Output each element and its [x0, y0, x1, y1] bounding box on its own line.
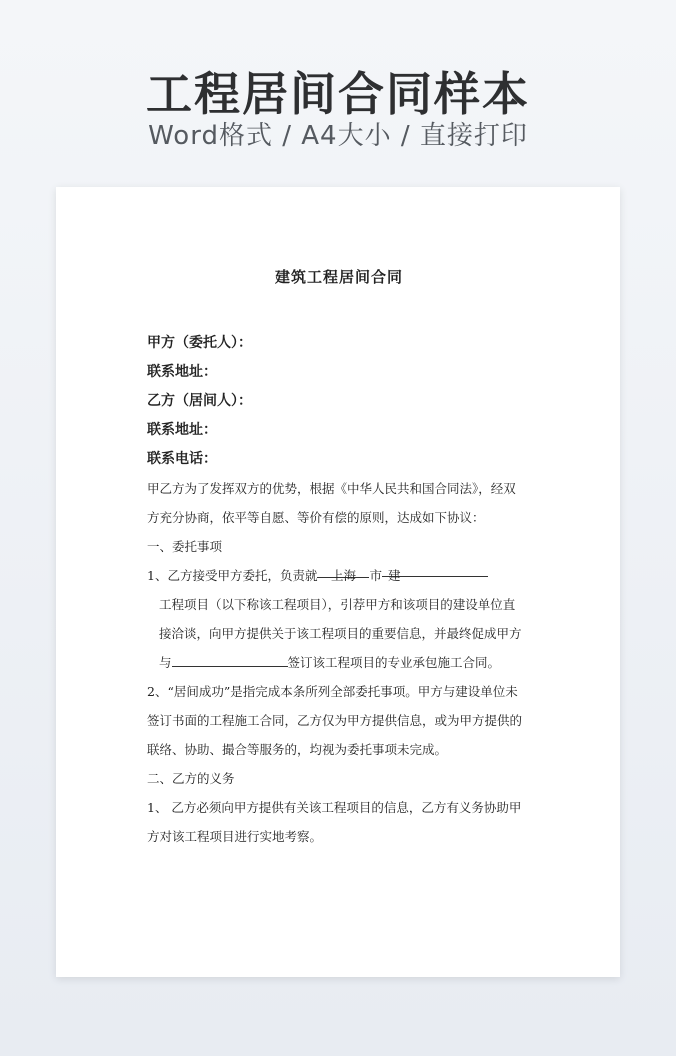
banner-subtitle: Word格式 / A4大小 / 直接打印: [148, 121, 528, 151]
document-page: [56, 187, 620, 977]
clause-2-line-1: 2、“居间成功”是指完成本条所列全部委托事项。甲方与建设单位未: [147, 684, 518, 699]
project-blank: 建: [382, 561, 488, 577]
clause-1-mid: 市: [369, 568, 382, 583]
document-title: 建筑工程居间合同: [274, 268, 403, 286]
clause-2-line-2: 签订书面的工程施工合同，乙方仅为甲方提供信息，或为甲方提供的: [147, 713, 523, 728]
preamble-line-2: 方充分协商，依平等自愿、等价有偿的原则，达成如下协议：: [147, 510, 485, 525]
document-body: [147, 261, 531, 851]
clause-1-line-4: [147, 648, 531, 677]
clause-1-line-4-prefix: 与: [159, 655, 172, 670]
clause-1-line-3: 接洽谈，向甲方提供关于该工程项目的重要信息，并最终促成甲方: [159, 626, 522, 641]
clause-2-line-3: 联络、协助、撮合等服务的，均视为委托事项未完成。: [147, 742, 448, 757]
party-a-field: 甲方（委托人）：: [147, 335, 252, 351]
section-heading-obligations: 二、乙方的义务: [147, 771, 235, 786]
clause-1-line-1: [147, 561, 531, 590]
party-b-field: 乙方（居间人）：: [147, 393, 252, 409]
clause-3-line-1: 1、 乙方必须向甲方提供有关该工程项目的信息，乙方有义务协助甲: [147, 800, 522, 815]
contact-phone-field: 联系电话：: [147, 451, 217, 467]
clause-1-line-2: 工程项目（以下称该工程项目），引荐甲方和该项目的建设单位直: [159, 597, 516, 612]
preamble-line-1: 甲乙方为了发挥双方的优势，根据《中华人民共和国合同法》，经双: [147, 481, 516, 496]
clause-1-line-4-suffix: 签订该工程项目的专业承包施工合同。: [287, 655, 501, 670]
city-blank: 上海: [317, 561, 369, 578]
section-heading-entrustment: 一、委托事项: [147, 539, 223, 554]
clause-1-prefix: 1、乙方接受甲方委托，负责就: [147, 568, 318, 583]
party-a-address-field: 联系地址：: [147, 364, 217, 380]
construction-unit-blank: [172, 650, 288, 667]
clause-3-line-2: 方对该工程项目进行实地考察。: [147, 829, 323, 844]
party-b-address-field: 联系地址：: [147, 422, 217, 438]
banner-title: 工程居间合同样本: [146, 67, 530, 121]
